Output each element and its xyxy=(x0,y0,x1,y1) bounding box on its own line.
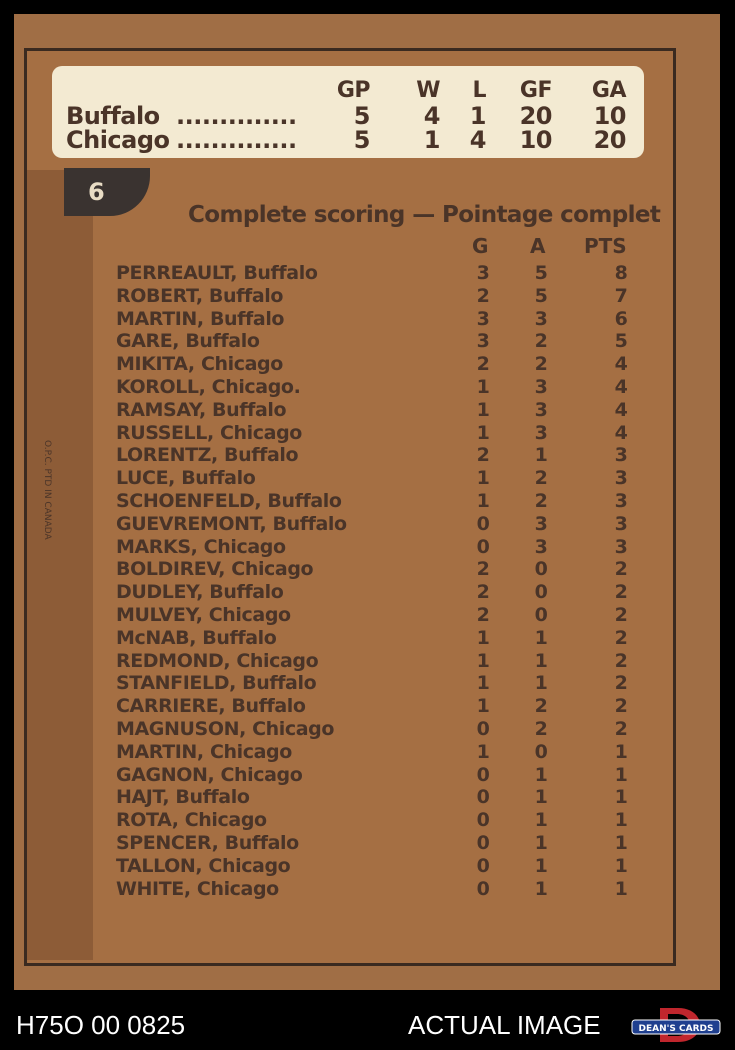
points-value: 1 xyxy=(614,854,628,877)
player-row xyxy=(116,764,636,787)
points-value: 8 xyxy=(614,262,628,284)
assists-value: 0 xyxy=(534,558,548,581)
player-name: REDMOND, Chicago xyxy=(116,649,319,672)
player-row xyxy=(116,650,636,673)
player-row xyxy=(116,604,636,627)
points-value: 2 xyxy=(614,649,628,672)
points-value: 5 xyxy=(614,330,628,353)
player-row xyxy=(116,262,636,285)
header-gp: GP xyxy=(336,78,370,103)
points-value: 4 xyxy=(614,375,628,398)
assists-value: 3 xyxy=(534,421,548,444)
l-value: 1 xyxy=(469,102,486,130)
team-name: Buffalo xyxy=(66,102,160,130)
assists-value: 3 xyxy=(534,535,548,558)
player-name: GUEVREMONT, Buffalo xyxy=(116,512,347,535)
player-name: GARE, Buffalo xyxy=(116,330,260,353)
assists-value: 2 xyxy=(534,330,548,353)
assists-value: 2 xyxy=(534,489,548,512)
player-row xyxy=(116,444,636,467)
points-value: 1 xyxy=(614,809,628,832)
points-value: 2 xyxy=(614,558,628,581)
assists-value: 1 xyxy=(534,626,548,649)
goals-value: 3 xyxy=(476,307,490,330)
player-name: ROBERT, Buffalo xyxy=(116,284,284,307)
goals-value: 1 xyxy=(476,489,490,512)
goals-value: 1 xyxy=(476,695,490,718)
player-name: LUCE, Buffalo xyxy=(116,467,256,490)
goals-value: 1 xyxy=(476,626,490,649)
assists-value: 5 xyxy=(534,284,548,307)
player-name: MARTIN, Buffalo xyxy=(116,307,285,330)
player-row xyxy=(116,399,636,422)
player-name: MARKS, Chicago xyxy=(116,535,286,558)
goals-value: 3 xyxy=(476,330,490,353)
goals-value: 1 xyxy=(476,421,490,444)
points-value: 2 xyxy=(614,672,628,695)
gp-value: 5 xyxy=(353,126,370,154)
header-gf: GF xyxy=(519,78,552,103)
points-value: 2 xyxy=(614,603,628,626)
ga-value: 10 xyxy=(593,102,626,130)
gf-value: 20 xyxy=(519,102,552,130)
assists-value: 0 xyxy=(534,740,548,763)
goals-value: 0 xyxy=(476,763,490,786)
points-value: 3 xyxy=(614,444,628,467)
goals-value: 1 xyxy=(476,467,490,490)
left-shade-strip xyxy=(27,170,93,960)
player-name: BOLDIREV, Chicago xyxy=(116,558,314,581)
assists-value: 2 xyxy=(534,467,548,490)
goals-value: 0 xyxy=(476,535,490,558)
gf-value: 10 xyxy=(519,126,552,154)
goals-value: 0 xyxy=(476,717,490,740)
points-value: 3 xyxy=(614,467,628,490)
team-name: Chicago xyxy=(66,126,170,154)
col-header-a: A xyxy=(530,234,546,258)
player-name: MARTIN, Chicago xyxy=(116,740,292,763)
player-row xyxy=(116,285,636,308)
col-header-pts: PTS xyxy=(584,234,627,258)
goals-value: 1 xyxy=(476,649,490,672)
goals-value: 0 xyxy=(476,512,490,535)
player-name: DUDLEY, Buffalo xyxy=(116,581,284,604)
goals-value: 0 xyxy=(476,831,490,854)
player-row xyxy=(116,330,636,353)
player-name: SPENCER, Buffalo xyxy=(116,831,299,854)
points-value: 1 xyxy=(614,877,628,900)
player-row xyxy=(116,741,636,764)
player-row xyxy=(116,832,636,855)
goals-value: 2 xyxy=(476,603,490,626)
goals-value: 1 xyxy=(476,672,490,695)
inventory-code: H75O 00 0825 xyxy=(16,1010,186,1040)
player-name: TALLON, Chicago xyxy=(116,854,291,877)
player-name: WHITE, Chicago xyxy=(116,877,279,900)
assists-value: 3 xyxy=(534,307,548,330)
goals-value: 1 xyxy=(476,398,490,421)
player-row xyxy=(116,855,636,878)
player-row xyxy=(116,467,636,490)
goals-value: 0 xyxy=(476,809,490,832)
player-name: STANFIELD, Buffalo xyxy=(116,672,317,695)
header-w: W xyxy=(416,78,440,103)
assists-value: 1 xyxy=(534,763,548,786)
header-l: L xyxy=(472,78,486,103)
points-value: 2 xyxy=(614,626,628,649)
player-row xyxy=(116,809,636,832)
goals-value: 1 xyxy=(476,375,490,398)
points-value: 2 xyxy=(614,581,628,604)
goals-value: 3 xyxy=(476,262,490,284)
assists-value: 2 xyxy=(534,695,548,718)
player-row xyxy=(116,878,636,901)
points-value: 4 xyxy=(614,421,628,444)
assists-value: 1 xyxy=(534,786,548,809)
points-value: 4 xyxy=(614,398,628,421)
actual-image-label: ACTUAL IMAGE xyxy=(408,1010,601,1040)
assists-value: 5 xyxy=(534,262,548,284)
standings-header-row xyxy=(66,78,636,102)
assists-value: 2 xyxy=(534,353,548,376)
points-value: 6 xyxy=(614,307,628,330)
player-name: KOROLL, Chicago. xyxy=(116,375,301,398)
player-row xyxy=(116,672,636,695)
gp-value: 5 xyxy=(353,102,370,130)
player-name: McNAB, Buffalo xyxy=(116,626,277,649)
assists-value: 1 xyxy=(534,877,548,900)
goals-value: 0 xyxy=(476,786,490,809)
points-value: 7 xyxy=(614,284,628,307)
goals-value: 0 xyxy=(476,877,490,900)
player-name: CARRIERE, Buffalo xyxy=(116,695,306,718)
points-value: 4 xyxy=(614,353,628,376)
player-row xyxy=(116,695,636,718)
player-name: RUSSELL, Chicago xyxy=(116,421,302,444)
points-value: 3 xyxy=(614,535,628,558)
goals-value: 2 xyxy=(476,353,490,376)
player-name: MAGNUSON, Chicago xyxy=(116,717,335,740)
assists-value: 1 xyxy=(534,649,548,672)
standings-box xyxy=(52,66,644,158)
points-value: 3 xyxy=(614,512,628,535)
player-name: ROTA, Chicago xyxy=(116,809,267,832)
deans-cards-logo xyxy=(630,1006,722,1044)
assists-value: 1 xyxy=(534,854,548,877)
goals-value: 2 xyxy=(476,444,490,467)
assists-value: 0 xyxy=(534,603,548,626)
player-name: HAJT, Buffalo xyxy=(116,786,250,809)
player-row xyxy=(116,536,636,559)
player-name: PERREAULT, Buffalo xyxy=(116,262,318,284)
player-row xyxy=(116,581,636,604)
leader-dots: .............. xyxy=(176,126,297,154)
w-value: 4 xyxy=(423,102,440,130)
player-row xyxy=(116,718,636,741)
points-value: 1 xyxy=(614,740,628,763)
goals-value: 2 xyxy=(476,284,490,307)
goals-value: 0 xyxy=(476,854,490,877)
player-row xyxy=(116,558,636,581)
points-value: 2 xyxy=(614,695,628,718)
assists-value: 2 xyxy=(534,717,548,740)
points-value: 1 xyxy=(614,763,628,786)
logo-text: DEAN'S CARDS xyxy=(638,1024,714,1034)
assists-value: 1 xyxy=(534,831,548,854)
points-value: 1 xyxy=(614,831,628,854)
player-row xyxy=(116,376,636,399)
assists-value: 3 xyxy=(534,398,548,421)
printer-note: O.P.C. PTD IN CANADA xyxy=(42,440,52,540)
player-row xyxy=(116,627,636,650)
player-name: GAGNON, Chicago xyxy=(116,763,303,786)
assists-value: 0 xyxy=(534,581,548,604)
l-value: 4 xyxy=(469,126,486,154)
player-name: MULVEY, Chicago xyxy=(116,603,291,626)
header-ga: GA xyxy=(591,78,626,103)
goals-value: 2 xyxy=(476,558,490,581)
standings-row-buffalo xyxy=(66,102,636,130)
card-number: 6 xyxy=(88,178,105,206)
assists-value: 1 xyxy=(534,672,548,695)
player-row xyxy=(116,353,636,376)
w-value: 1 xyxy=(423,126,440,154)
points-value: 1 xyxy=(614,786,628,809)
goals-value: 2 xyxy=(476,581,490,604)
player-row xyxy=(116,513,636,536)
leader-dots: .............. xyxy=(176,102,297,130)
assists-value: 3 xyxy=(534,512,548,535)
standings-row-chicago xyxy=(66,126,636,154)
player-row xyxy=(116,308,636,331)
player-name: MIKITA, Chicago xyxy=(116,353,283,376)
ga-value: 20 xyxy=(593,126,626,154)
goals-value: 1 xyxy=(476,740,490,763)
scoring-heading: Complete scoring — Pointage complet xyxy=(188,202,661,228)
assists-value: 1 xyxy=(534,809,548,832)
player-name: LORENTZ, Buffalo xyxy=(116,444,299,467)
col-header-g: G xyxy=(472,234,489,258)
player-row xyxy=(116,786,636,809)
points-value: 3 xyxy=(614,489,628,512)
player-name: SCHOENFELD, Buffalo xyxy=(116,489,342,512)
assists-value: 1 xyxy=(534,444,548,467)
player-row xyxy=(116,422,636,445)
player-name: RAMSAY, Buffalo xyxy=(116,398,287,421)
assists-value: 3 xyxy=(534,375,548,398)
points-value: 2 xyxy=(614,717,628,740)
scoring-list xyxy=(116,262,636,900)
player-row xyxy=(116,490,636,513)
